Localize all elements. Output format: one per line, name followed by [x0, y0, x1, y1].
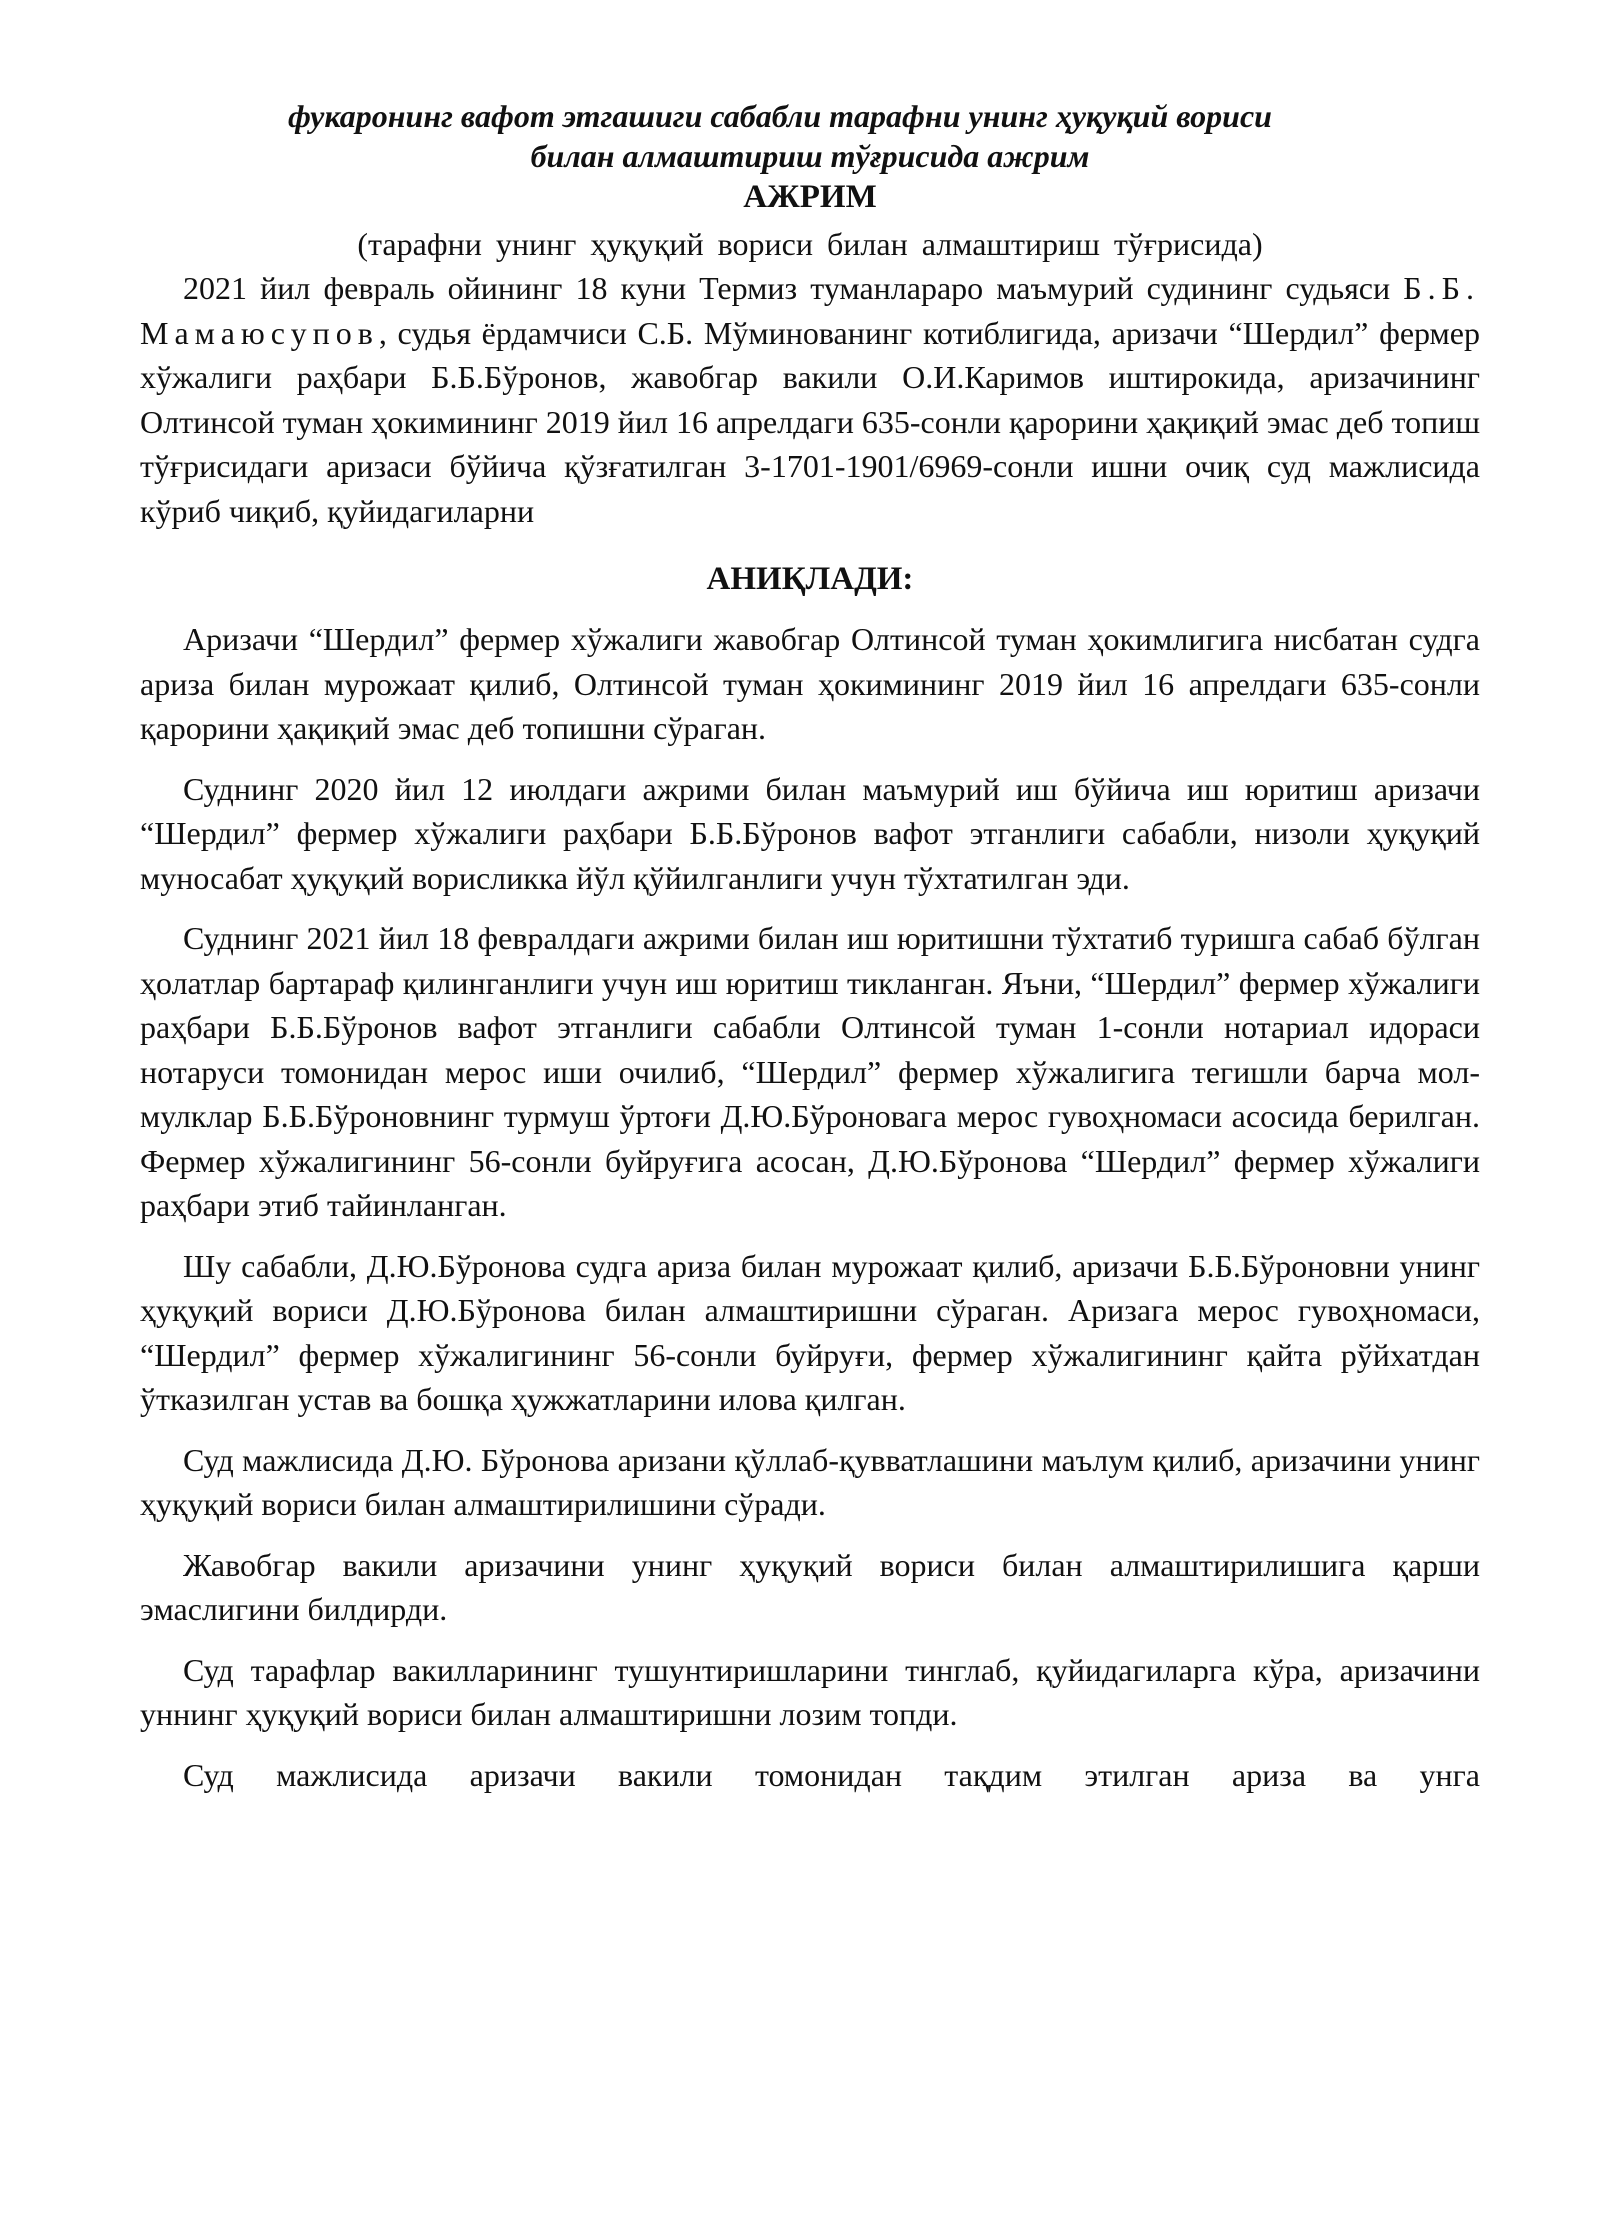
intro-text-part-1: 2021 йил февраль ойининг 18 куни Термиз туманлараро маъмурий судининг судьяси	[183, 270, 1391, 306]
paragraph-3: Суднинг 2021 йил 18 февралдаги ажрими билан иш юритишни тўхтатиб туришга сабаб бўлган ҳолатлар бартараф қилинганлиги учун иш юритиш тикланган. Яъни, “Шердил” фермер хўжалиги раҳбари Б.Б.Бўронов вафот этганлиги сабабли Олтинсой туман 1-сонли нотариал идораси нотаруси томонидан мерос иши очилиб, “Шердил” фермер хўжалигига тегишли барча мол-мулклар Б.Б.Бўроновнинг турмуш ўртоғи Д.Ю.Бўроновага мерос гувоҳномаси асосида берилган. Фермер хўжалигининг 56-сонли буйруғига асосан, Д.Ю.Бўронова “Шердил” фермер хўжалиги раҳбари этиб тайинланган.	[140, 920, 1480, 1223]
paragraph-8: Суд мажлисида аризачи вакили томонидан тақдим этилган ариза ва унга	[183, 1756, 1480, 1793]
document-title: АЖРИМ	[743, 179, 877, 215]
paragraph-5: Суд мажлисида Д.Ю. Бўронова аризани қўллаб-қувватлашини маълум қилиб, аризачини унинг ҳуқуқий вориси билан алмаштирилишини сўради.	[140, 1441, 1480, 1522]
document-caption-line-2: билан алмаштириш тўғрисида ажрим	[530, 138, 1090, 174]
paragraph-7: Суд тарафлар вакилларининг тушунтиришларини тинглаб, қуйидагиларга кўра, аризачини уннинг ҳуқуқий вориси билан алмаштиришни лозим топди.	[140, 1651, 1480, 1732]
document-subtitle: (тарафни унинг ҳуқуқий вориси билан алмаштириш тўғрисида)	[357, 226, 1263, 262]
section-title: АНИҚЛАДИ:	[706, 561, 914, 597]
paragraph-6: Жавобгар вакили аризачини унинг ҳуқуқий вориси билан алмаштирилишига қарши эмаслигини билдирди.	[140, 1546, 1480, 1627]
intro-text-part-2: , судья ёрдамчиси С.Б. Мўминованинг котиблигида, аризачи “Шердил” фермер хўжалиги раҳбари Б.Б.Бўронов, жавобгар вакили О.И.Каримов иштирокида, аризачининг Олтинсой туман ҳокимининг 2019 йил 16 апрелдаги 635-сонли қарорини ҳақиқий эмас деб топиш тўғрисидаги аризаси бўйича қўзғатилган 3-1701-1901/6969-сонли ишни очиқ суд мажлисида кўриб чиқиб, қуйидагиларни	[140, 314, 1480, 529]
document-caption-line-1: фукаронинг вафот этгашиги сабабли тарафни унинг ҳуқуқий вориси	[288, 98, 1272, 134]
paragraph-2: Суднинг 2020 йил 12 июлдаги ажрими билан маъмурий иш бўйича иш юритиш аризачи “Шердил” фермер хўжалиги раҳбари Б.Б.Бўронов вафот этганлиги сабабли, низоли ҳуқуқий муносабат ҳуқуқий ворисликка йўл қўйилганлиги учун тўхтатилган эди.	[140, 770, 1480, 896]
paragraph-4: Шу сабабли, Д.Ю.Бўронова судга ариза билан мурожаат қилиб, аризачи Б.Б.Бўроновни унинг ҳуқуқий вориси Д.Ю.Бўронова билан алмаштиришни сўраган. Аризага мерос гувоҳномаси, “Шердил” фермер хўжалигининг 56-сонли буйруғи, фермер хўжалигининг қайта рўйхатдан ўтказилган устав ва бошқа ҳужжатларини илова қилган.	[140, 1247, 1480, 1417]
judge-name: Б.Б. Мамаюсупов	[140, 270, 1481, 351]
intro-paragraph	[140, 266, 1480, 533]
document-page	[140, 96, 1480, 1813]
paragraph-1: Аризачи “Шердил” фермер хўжалиги жавобгар Олтинсой туман ҳокимлигига нисбатан судга ариза билан мурожаат қилиб, Олтинсой туман ҳокимининг 2019 йил 16 апрелдаги 635-сонли қарорини ҳақиқий эмас деб топишни сўраган.	[140, 621, 1480, 746]
